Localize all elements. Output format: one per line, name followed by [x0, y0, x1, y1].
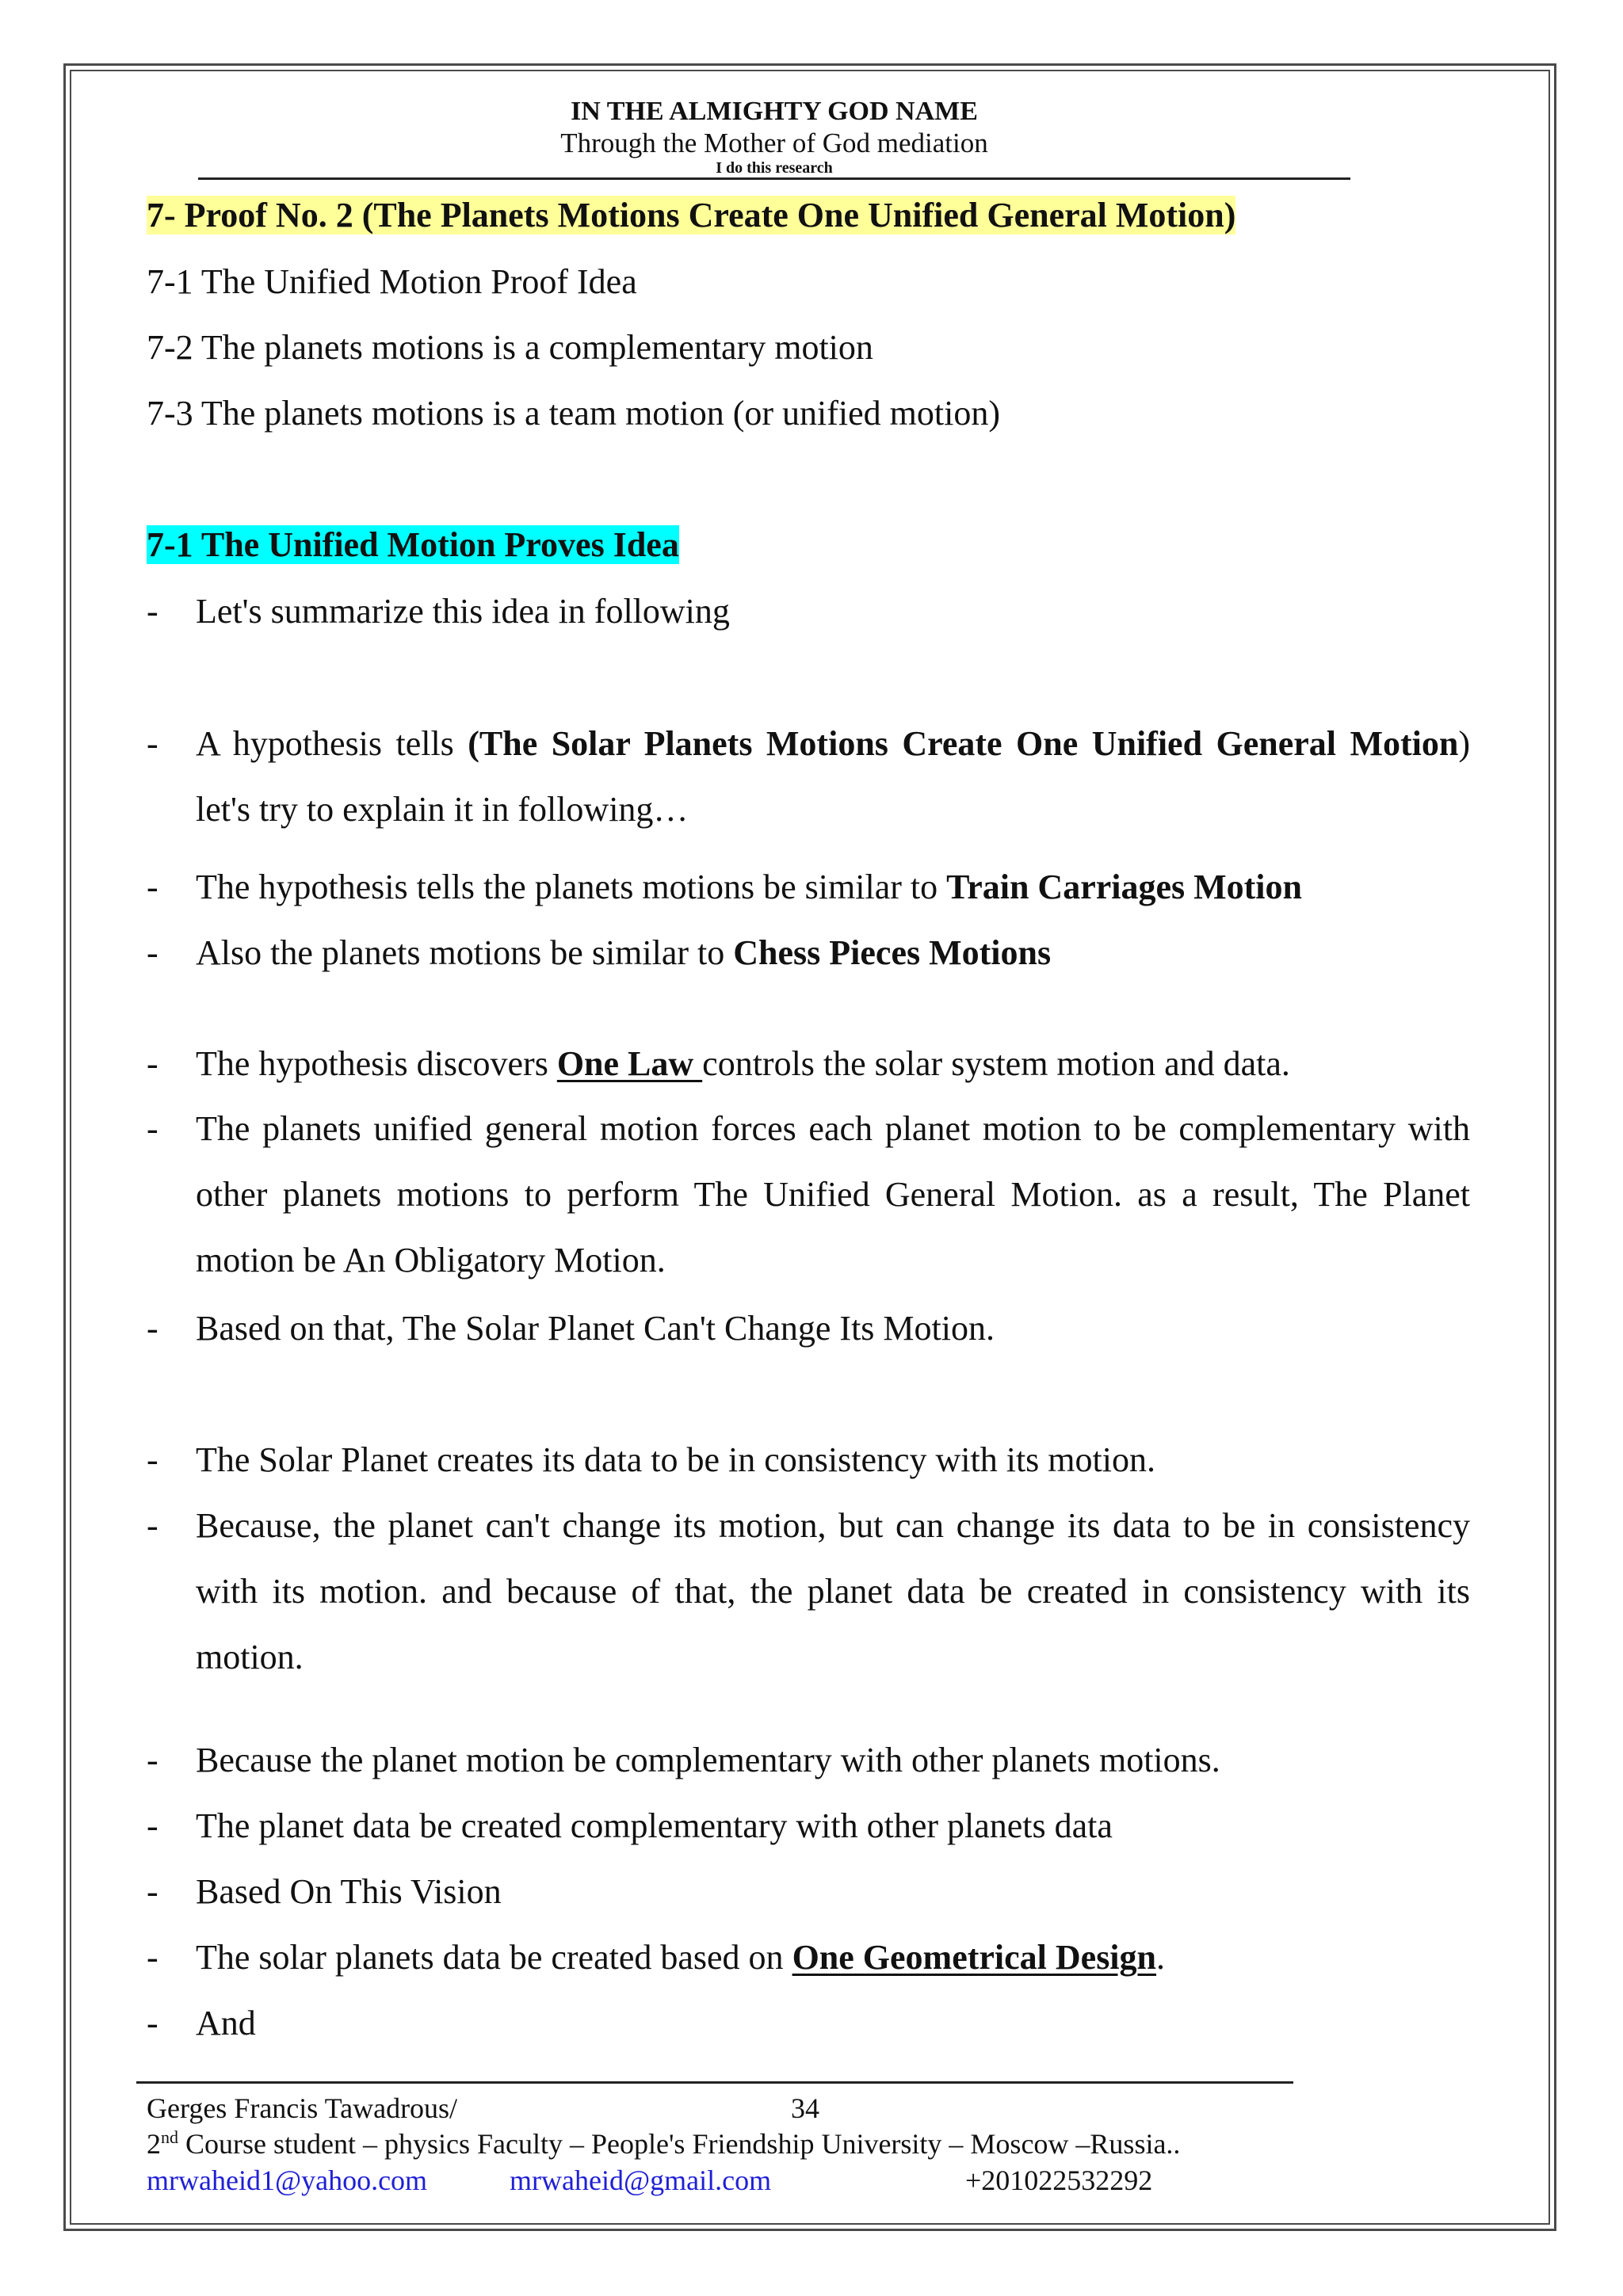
text-run: The hypothesis tells the planets motions be similar to	[196, 868, 947, 906]
bullet-9	[147, 1493, 1470, 1690]
bold-run: (The Solar Planets Motions Create One Unified General Motion	[468, 724, 1459, 763]
bullet-text: The Solar Planet creates its data to be in consistency with its motion.	[196, 1440, 1155, 1479]
bullet-text	[196, 865, 1470, 910]
bullet-8	[147, 1438, 1470, 1482]
subsection-title	[147, 523, 679, 567]
bullet-1	[147, 589, 1470, 634]
bullet-dash: -	[147, 1109, 158, 1148]
toc-item-1: 7-1 The Unified Motion Proof Idea	[147, 262, 637, 301]
bold-run: Chess Pieces Motions	[733, 933, 1052, 972]
bullet-dash: -	[147, 1741, 158, 1779]
bullet-11	[147, 1804, 1470, 1848]
bullet-text: The planets unified general motion forces each planet motion to be complementary with other planets motions to perform The Unified General Motion. as a result, The Planet motion be An Obligatory Motion.	[196, 1109, 1470, 1280]
underlined-bold-run: One Geometrical Design	[792, 1938, 1157, 1977]
bullet-dash: -	[147, 1938, 158, 1977]
text-run: .	[1156, 1938, 1166, 1977]
bullet-dash: -	[147, 1044, 158, 1083]
bullet-dash: -	[147, 1506, 158, 1545]
footer-author: Gerges Francis Tawadrous/	[147, 2092, 458, 2124]
bullet-10	[147, 1738, 1470, 1783]
subsection-title-text: 7-1 The Unified Motion Proves Idea	[147, 525, 679, 564]
bullet-text: Because, the planet can't change its motion, but can change its data to be in consistency with its motion. and because of that, the planet data be created in consistency with its motion.	[196, 1506, 1470, 1676]
section-title-text: 7- Proof No. 2 (The Planets Motions Create One Unified General Motion)	[147, 196, 1236, 235]
bullet-text	[196, 931, 1470, 975]
bullet-13	[147, 1936, 1470, 1980]
header-divider	[198, 177, 1350, 180]
section-title	[147, 193, 1235, 238]
bullet-12	[147, 1870, 1470, 1914]
bullet-6	[147, 1096, 1470, 1293]
bullet-text	[196, 1936, 1470, 1980]
bullet-4	[147, 931, 1470, 975]
bullet-dash: -	[147, 1309, 158, 1348]
footer-email-2[interactable]: mrwaheid@gmail.com	[510, 2164, 772, 2196]
course-number: 2	[147, 2128, 161, 2160]
text-run: The hypothesis discovers	[196, 1044, 557, 1083]
underlined-bold-run: One Law	[556, 1044, 703, 1083]
toc-item-3: 7-3 The planets motions is a team motion (or unified motion)	[147, 394, 1001, 433]
bullet-text: Based On This Vision	[196, 1872, 502, 1911]
bullet-7	[147, 1306, 1470, 1351]
bullet-dash: -	[147, 933, 158, 972]
bullet-dash: -	[147, 1806, 158, 1845]
bullet-text: Because the planet motion be complementary with other planets motions.	[196, 1741, 1220, 1779]
text-run: The solar planets data be created based on	[196, 1938, 792, 1977]
text-run: controls the solar system motion and data.	[702, 1044, 1290, 1083]
bullet-text: Let's summarize this idea in following	[196, 592, 730, 631]
footer-phone: +201022532292	[965, 2164, 1153, 2196]
footer-affiliation	[147, 2126, 1180, 2161]
course-text: Course student – physics Faculty – People's Friendship University – Moscow –Russia..	[178, 2128, 1181, 2160]
bullet-14	[147, 2001, 1470, 2046]
bold-run: Train Carriages Motion	[946, 868, 1303, 906]
bullet-5	[147, 1042, 1470, 1086]
toc-item-2: 7-2 The planets motions is a complementary motion	[147, 328, 873, 367]
header-line-1: IN THE ALMIGHTY GOD NAME	[571, 97, 978, 126]
bullet-text: Based on that, The Solar Planet Can't Change Its Motion.	[196, 1309, 995, 1348]
text-run: A hypothesis tells	[196, 724, 468, 763]
text-run: Also the planets motions be similar to	[196, 933, 734, 972]
footer-email-1[interactable]: mrwaheid1@yahoo.com	[147, 2164, 428, 2196]
bullet-dash: -	[147, 1440, 158, 1479]
footer-divider	[136, 2081, 1293, 2084]
text-run: ) let's try to explain it in following…	[196, 724, 1470, 829]
header-line-3: I do this research	[716, 159, 833, 177]
bullet-3	[147, 865, 1470, 910]
bullet-text	[196, 1042, 1470, 1086]
bullet-text: And	[196, 2004, 256, 2042]
bullet-2	[147, 711, 1470, 842]
bullet-dash: -	[147, 2004, 158, 2042]
bullet-dash: -	[147, 1872, 158, 1911]
bullet-dash: -	[147, 592, 158, 631]
bullet-text: The planet data be created complementary with other planets data	[196, 1806, 1113, 1845]
bullet-dash: -	[147, 724, 158, 763]
page-number: 34	[791, 2092, 819, 2124]
course-ordinal: nd	[161, 2127, 178, 2147]
bullet-text	[196, 711, 1470, 842]
bullet-dash: -	[147, 868, 158, 906]
header-line-2: Through the Mother of God mediation	[560, 128, 988, 158]
